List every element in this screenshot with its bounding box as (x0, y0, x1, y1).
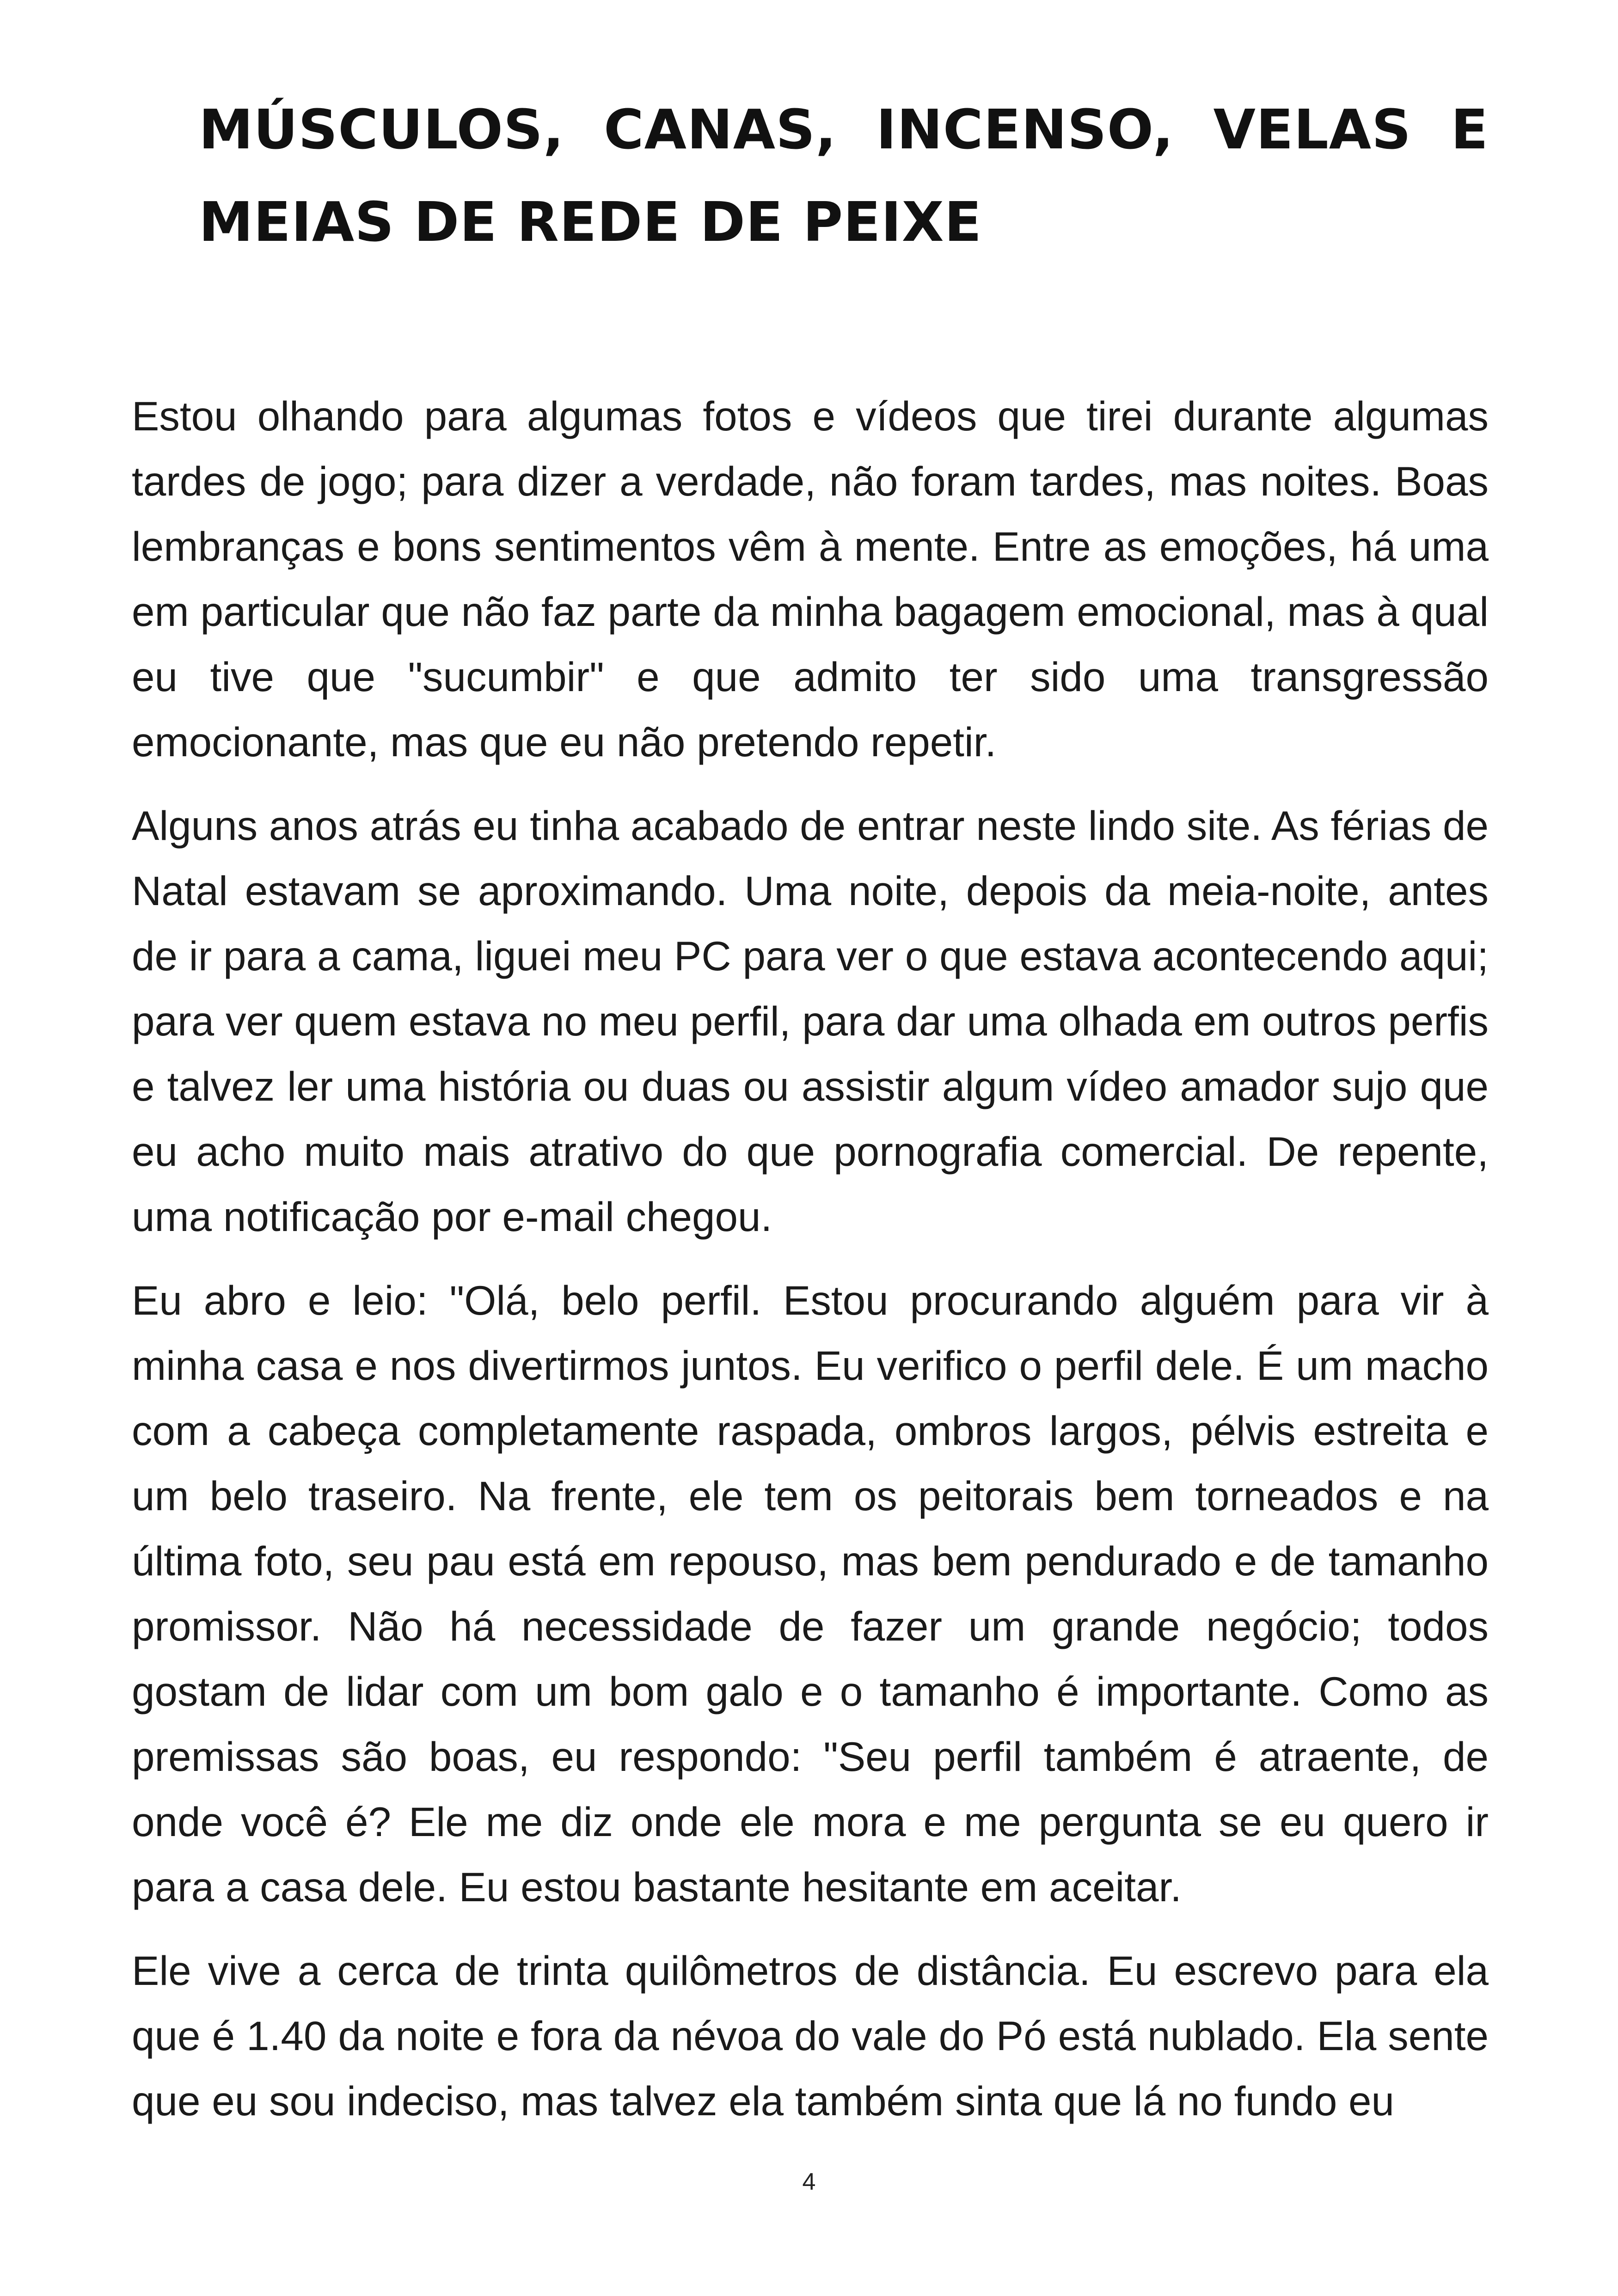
paragraph-2: Alguns anos atrás eu tinha acabado de entrar neste lindo site. As férias de Natal estavam se aproximando. Uma noite, depois da meia-noite, antes de ir para a cama, liguei meu PC para ver o que estava acontecendo aqui; para ver quem estava no meu perfil, para dar uma olhada em outros perfis e talvez ler uma história ou duas ou assistir algum vídeo amador sujo que eu acho muito mais atrativo do que pornografia comercial. De repente, uma notificação por e-mail chegou. (132, 802, 1489, 1240)
paragraph-4: Ele vive a cerca de trinta quilômetros de distância. Eu escrevo para ela que é 1.40 da noite e fora da névoa do vale do Pó está nublado. Ela sente que eu sou indeciso, mas talvez ela também sinta que lá no fundo eu (132, 1947, 1489, 2124)
chapter-title: MÚSCULOS, CANAS, INCENSO, VELAS E MEIAS DE REDE DE PEIXE (199, 98, 1489, 254)
page-number: 4 (802, 2168, 816, 2195)
paragraph-3: Eu abro e leio: "Olá, belo perfil. Estou procurando alguém para vir à minha casa e nos divertirmos juntos. Eu verifico o perfil dele. É um macho com a cabeça completamente raspada, ombros largos, pélvis estreita e um belo traseiro. Na frente, ele tem os peitorais bem torneados e na última foto, seu pau está em repouso, mas bem pendurado e de tamanho promissor. Não há necessidade de fazer um grande negócio; todos gostam de lidar com um bom galo e o tamanho é importante. Como as premissas são boas, eu respondo: "Seu perfil também é atraente, de onde você é? Ele me diz onde ele mora e me pergunta se eu quero ir para a casa dele. Eu estou bastante hesitante em aceitar. (132, 1277, 1489, 1910)
paragraph-1: Estou olhando para algumas fotos e vídeos que tirei durante algumas tardes de jogo; para dizer a verdade, não foram tardes, mas noites. Boas lembranças e bons sentimentos vêm à mente. Entre as emoções, há uma em particular que não faz parte da minha bagagem emocional, mas à qual eu tive que "sucumbir" e que admito ter sido uma transgressão emocionante, mas que eu não pretendo repetir. (132, 393, 1489, 765)
body-text (132, 384, 1489, 2152)
